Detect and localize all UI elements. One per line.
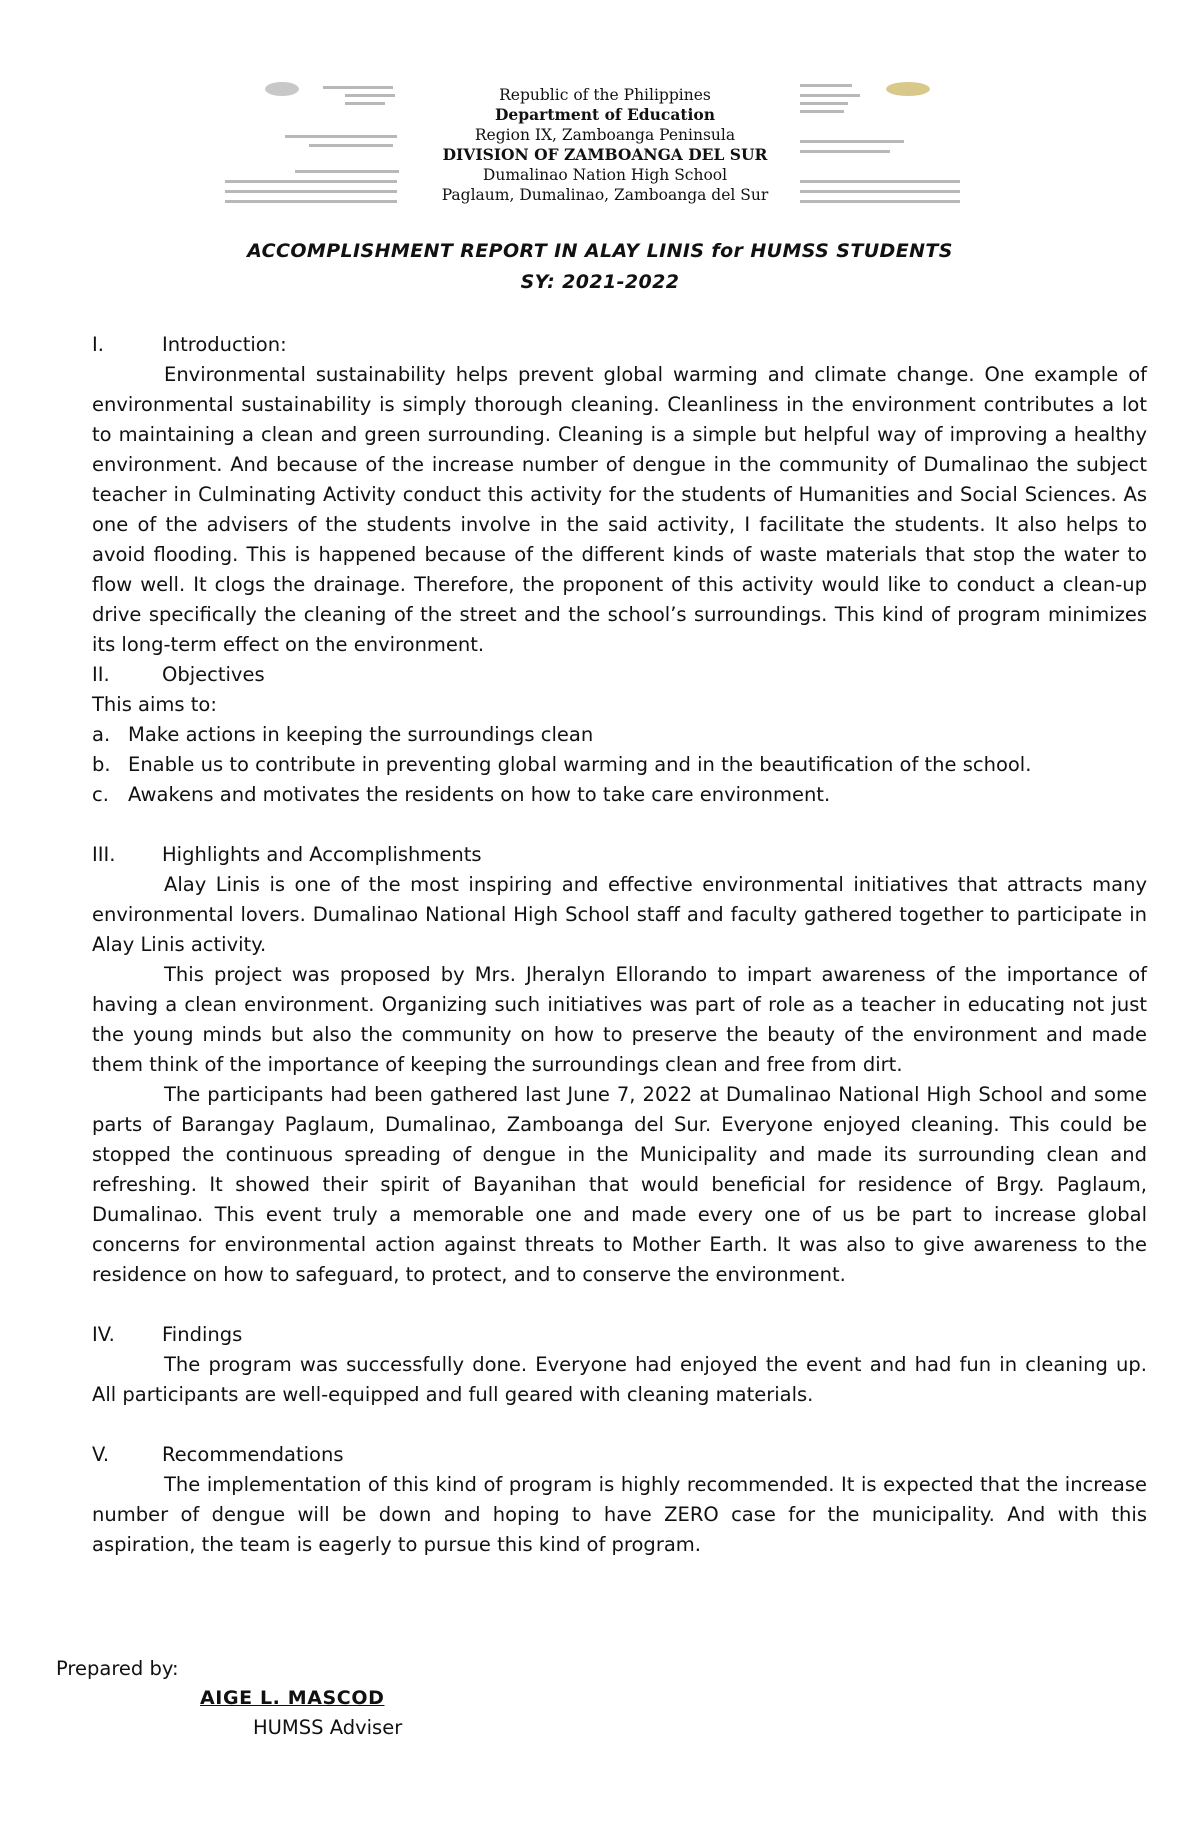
section-numeral: I.	[92, 333, 104, 356]
prepared-by-label: Prepared by:	[56, 1657, 179, 1680]
section-title: Recommendations	[162, 1443, 344, 1466]
findings-paragraph: The program was successfully done. Everyone had enjoyed the event and had fun in cleaning up. All participants are well-equipped and full geared with cleaning materials.	[92, 1353, 1147, 1406]
letterhead-line-6: Paglaum, Dumalinao, Zamboanga del Sur	[441, 186, 769, 204]
section-heading-objectives	[92, 660, 1147, 690]
list-item-label: c.	[92, 783, 109, 806]
section-title: Introduction:	[162, 333, 287, 356]
section-title: Highlights and Accomplishments	[162, 843, 482, 866]
report-school-year: SY: 2021-2022	[520, 271, 680, 293]
section-numeral: III.	[92, 843, 116, 866]
report-title: ACCOMPLISHMENT REPORT IN ALAY LINIS for HUMSS STUDENTS	[247, 240, 953, 262]
letterhead	[430, 85, 780, 205]
section-heading-highlights	[92, 840, 1147, 870]
right-header-logo-image	[800, 80, 980, 210]
section-numeral: II.	[92, 663, 110, 686]
signatory-role: HUMSS Adviser	[253, 1716, 403, 1739]
section-title: Findings	[162, 1323, 243, 1346]
section-numeral: V.	[92, 1443, 110, 1466]
section-heading-findings	[92, 1320, 1147, 1350]
list-item	[92, 780, 1147, 810]
section-title: Objectives	[162, 663, 265, 686]
highlights-paragraph-3: The participants had been gathered last June 7, 2022 at Dumalinao National High School and some parts of Barangay Paglaum, Dumalinao, Zamboanga del Sur. Everyone enjoyed cleaning. This could be stopped the continuous spreading of dengue in the Municipality and made its surrounding clean and refreshing. It showed their spirit of Bayanihan that would beneficial for residence of Brgy. Paglaum, Dumalinao. This event truly a memorable one and made every one of us be part to increase global concerns for environmental action against threats to Mother Earth. It was also to give awareness to the residence on how to safeguard, to protect, and to conserve the environment.	[92, 1083, 1147, 1286]
list-item	[92, 720, 1147, 750]
highlights-paragraph-2: This project was proposed by Mrs. Jheralyn Ellorando to impart awareness of the importance of having a clean environment. Organizing such initiatives was part of role as a teacher in educating not just the young minds but also the community on how to preserve the beauty of the environment and made them think of the importance of keeping the surroundings clean and free from dirt.	[92, 963, 1147, 1076]
signatory-name: AIGE L. MASCOD	[200, 1687, 385, 1709]
highlights-paragraph-1: Alay Linis is one of the most inspiring and effective environmental initiatives that attracts many environmental lovers. Dumalinao National High School staff and faculty gathered together to participate in Alay Linis activity.	[92, 873, 1147, 956]
report-body	[92, 330, 1147, 1560]
left-header-logo-image	[225, 80, 405, 210]
recommendations-paragraph: The implementation of this kind of program is highly recommended. It is expected that the increase number of dengue will be down and hoping to have ZERO case for the municipality. And with this aspiration, the team is eagerly to pursue this kind of program.	[92, 1473, 1147, 1556]
deped-seal-icon	[265, 82, 299, 96]
letterhead-line-2: Department of Education	[494, 105, 716, 124]
list-item-label: a.	[92, 723, 111, 746]
section-numeral: IV.	[92, 1323, 115, 1346]
list-item	[92, 750, 1147, 780]
list-item-label: b.	[92, 753, 111, 776]
letterhead-line-1: Republic of the Philippines	[499, 86, 711, 104]
letterhead-line-5: Dumalinao Nation High School	[482, 166, 728, 184]
division-seal-icon	[886, 82, 930, 96]
letterhead-line-3: Region IX, Zamboanga Peninsula	[474, 126, 736, 144]
section-heading-introduction	[92, 330, 1147, 360]
objectives-lead: This aims to:	[92, 693, 217, 716]
list-item-text: Make actions in keeping the surroundings clean	[128, 723, 594, 746]
section-heading-recommendations	[92, 1440, 1147, 1470]
introduction-paragraph: Environmental sustainability helps prevent global warming and climate change. One example of environmental sustainability is simply thorough cleaning. Cleanliness in the environment contributes a lot to maintaining a clean and green surrounding. Cleaning is a simple but helpful way of improving a healthy environment. And because of the increase number of dengue in the community of Dumalinao the subject teacher in Culminating Activity conduct this activity for the students of Humanities and Social Sciences. As one of the advisers of the students involve in the said activity, I facilitate the students. It also helps to avoid flooding. This is happened because of the different kinds of waste materials that stop the water to flow well. It clogs the drainage. Therefore, the proponent of this activity would like to conduct a clean-up drive specifically the cleaning of the street and the school’s surroundings. This kind of program minimizes its long-term effect on the environment.	[92, 363, 1147, 656]
letterhead-line-4: DIVISION OF ZAMBOANGA DEL SUR	[442, 145, 768, 164]
list-item-text: Awakens and motivates the residents on how to take care environment.	[128, 783, 831, 806]
list-item-text: Enable us to contribute in preventing global warming and in the beautification of the school.	[128, 753, 1032, 776]
